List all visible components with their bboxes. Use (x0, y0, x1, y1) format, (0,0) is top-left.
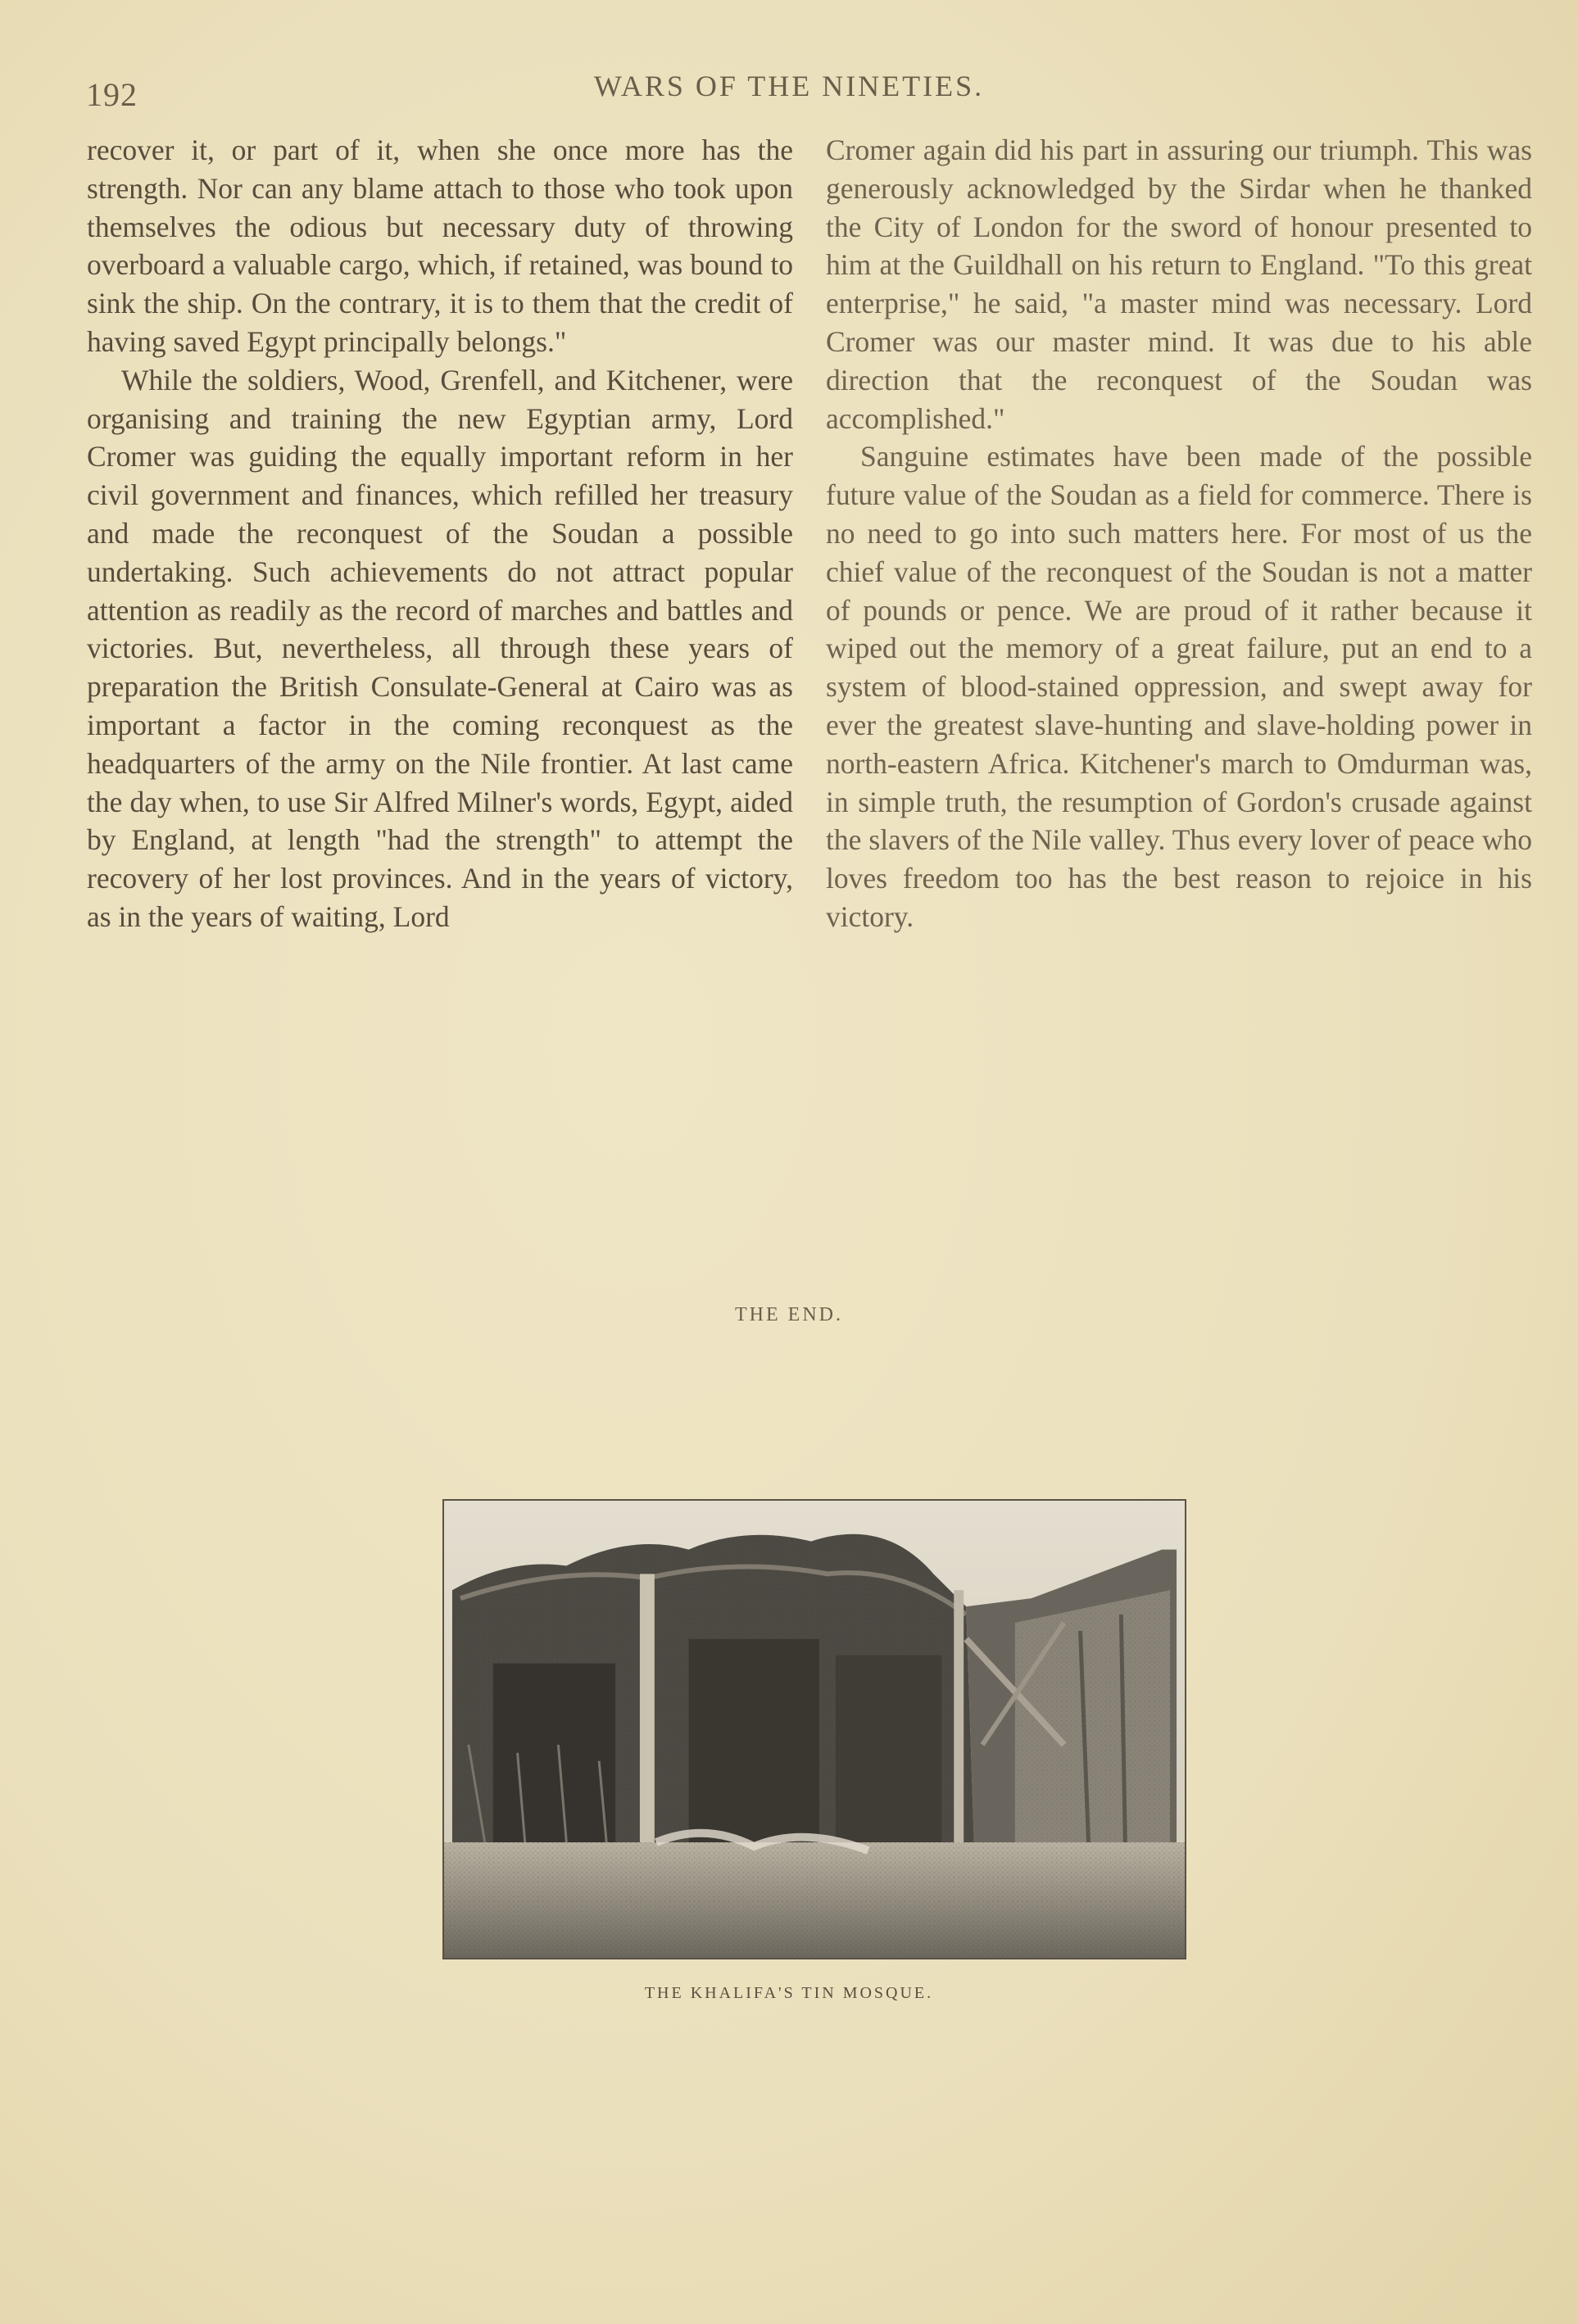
left-column (87, 131, 793, 936)
the-end-marker: THE END. (735, 1304, 843, 1325)
left-paragraph-2: While the soldiers, Wood, Grenfell, and Kitchener, were organising and training the new Egyptian army, Lord Cromer was guiding the equally important reform in her civil government and finances, which refilled her treasury and made the reconquest of the Soudan a possible undertaking. Such achievements do not attract popular attention as readily as the record of marches and battles and victories. But, nevertheless, all through these years of preparation the British Consulate-General at Cairo was as important a factor in the coming reconquest as the headquarters of the army on the Nile frontier. At last came the day when, to use Sir Alfred Milner's words, Egypt, aided by England, at length "had the strength" to attempt the recovery of her lost provinces. And in the years of victory, as in the years of waiting, Lord (87, 363, 793, 933)
right-paragraph-2: Sanguine estimates have been made of the possible future value of the Soudan as a field for commerce. There is no need to go into such matters here. For most of us the chief value of the reconquest of the Soudan is not a matter of pounds or pence. We are proud of it rather because it wiped out the memory of a great failure, put an end to a system of blood-stained oppression, and swept away for ever the greatest slave-hunting and slave-holding power in north-eastern Africa. Kitchener's march to Omdurman was, in simple truth, the resumption of Gordon's crusade against the slavers of the Nile valley. Thus every lover of peace who loves freedom too has the best reason to rejoice in his victory. (826, 440, 1532, 933)
figure-caption: THE KHALIFA'S TIN MOSQUE. (644, 1984, 934, 2002)
right-column (826, 131, 1532, 936)
right-paragraph-1: Cromer again did his part in assuring our triumph. This was generously acknowledged by the Sirdar when he thanked the City of London for the sword of honour presented to him at the Guildhall on his return to England. "To this great enterprise," he said, "a master mind was necessary. Lord Cromer was our master mind. It was due to his able direction that the reconquest of the Soudan was accomplished." (826, 134, 1532, 435)
running-title: WARS OF THE NINETIES. (593, 70, 985, 102)
page-number: 192 (86, 76, 138, 113)
photo-illustration (444, 1501, 1185, 1958)
mosque-photograph (442, 1499, 1186, 1959)
left-paragraph-1: recover it, or part of it, when she once more has the strength. Nor can any blame attach to those who took upon themselves the odious but necessary duty of throwing overboard a valuable cargo, which, if retained, was bound to sink the ship. On the contrary, it is to them that the credit of having saved Egypt principally belongs." (87, 134, 793, 358)
